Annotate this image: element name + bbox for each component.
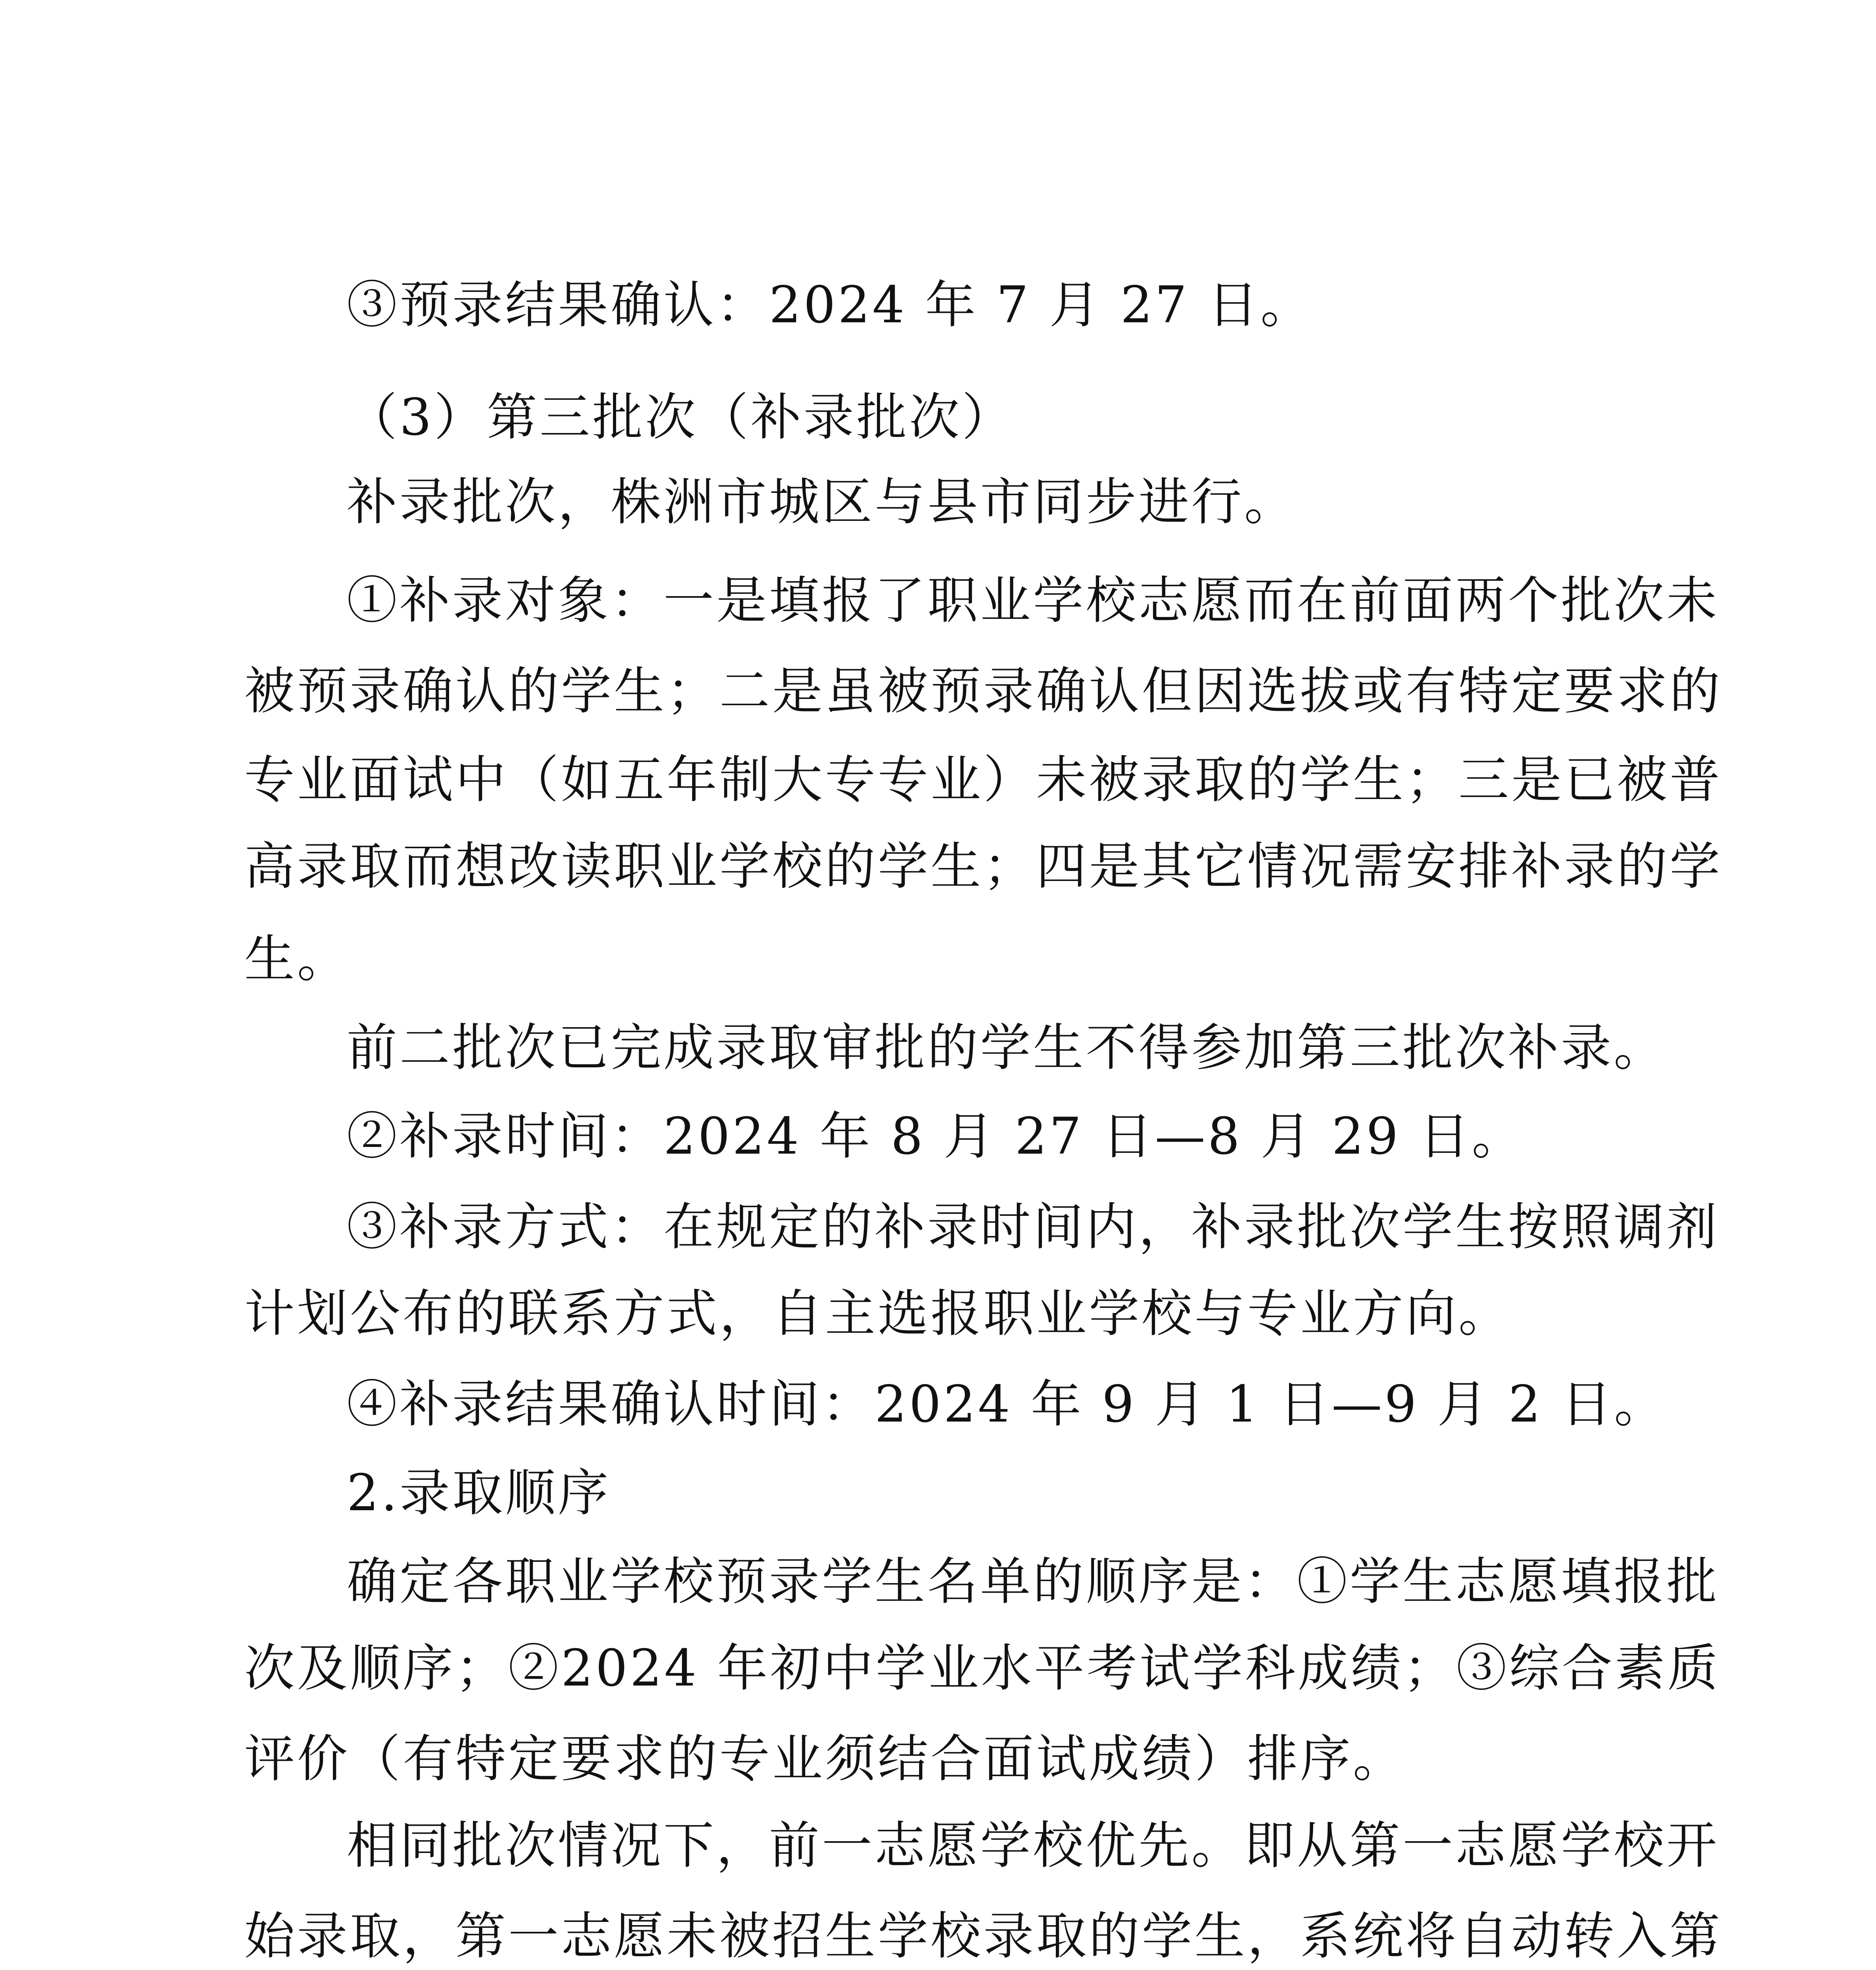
line-11: ③补录方式：在规定的补录时间内，补录批次学生按照调剂 — [347, 1198, 1720, 1256]
line-01: ③预录结果确认：2024 年 7 月 27 日。 — [347, 276, 1313, 335]
line-10: ②补录时间：2024 年 8 月 27 日—8 月 29 日。 — [347, 1107, 1525, 1166]
line-04: ①补录对象：一是填报了职业学校志愿而在前面两个批次未 — [347, 571, 1720, 630]
line-13: ④补录结果确认时间：2024 年 9 月 1 日—9 月 2 日。 — [347, 1375, 1667, 1434]
line-12: 计划公布的联系方式，自主选报职业学校与专业方向。 — [244, 1284, 1512, 1343]
line-08: 生。 — [244, 930, 350, 989]
line-18: 相同批次情况下，前一志愿学校优先。即从第一志愿学校开 — [347, 1816, 1720, 1875]
line-17: 评价（有特定要求的专业须结合面试成绩）排序。 — [244, 1730, 1406, 1788]
line-06: 专业面试中（如五年制大专专业）未被录取的学生；三是已被普 — [244, 751, 1723, 809]
line-19: 始录取，第一志愿未被招生学校录取的学生，系统将自动转入第 — [244, 1907, 1723, 1966]
line-07: 高录取而想改读职业学校的学生；四是其它情况需安排补录的学 — [244, 837, 1723, 896]
line-02: （3）第三批次（补录批次） — [347, 388, 1015, 447]
line-15: 确定各职业学校预录学生名单的顺序是：①学生志愿填报批 — [347, 1552, 1720, 1611]
line-14-heading: 2.录取顺序 — [347, 1464, 611, 1522]
line-16: 次及顺序；②2024 年初中学业水平考试学科成绩；③综合素质 — [244, 1639, 1720, 1698]
line-03: 补录批次，株洲市城区与县市同步进行。 — [347, 473, 1297, 532]
line-05: 被预录确认的学生；二是虽被预录确认但因选拔或有特定要求的 — [244, 662, 1723, 721]
line-09: 前二批次已完成录取审批的学生不得参加第三批次补录。 — [347, 1018, 1667, 1077]
